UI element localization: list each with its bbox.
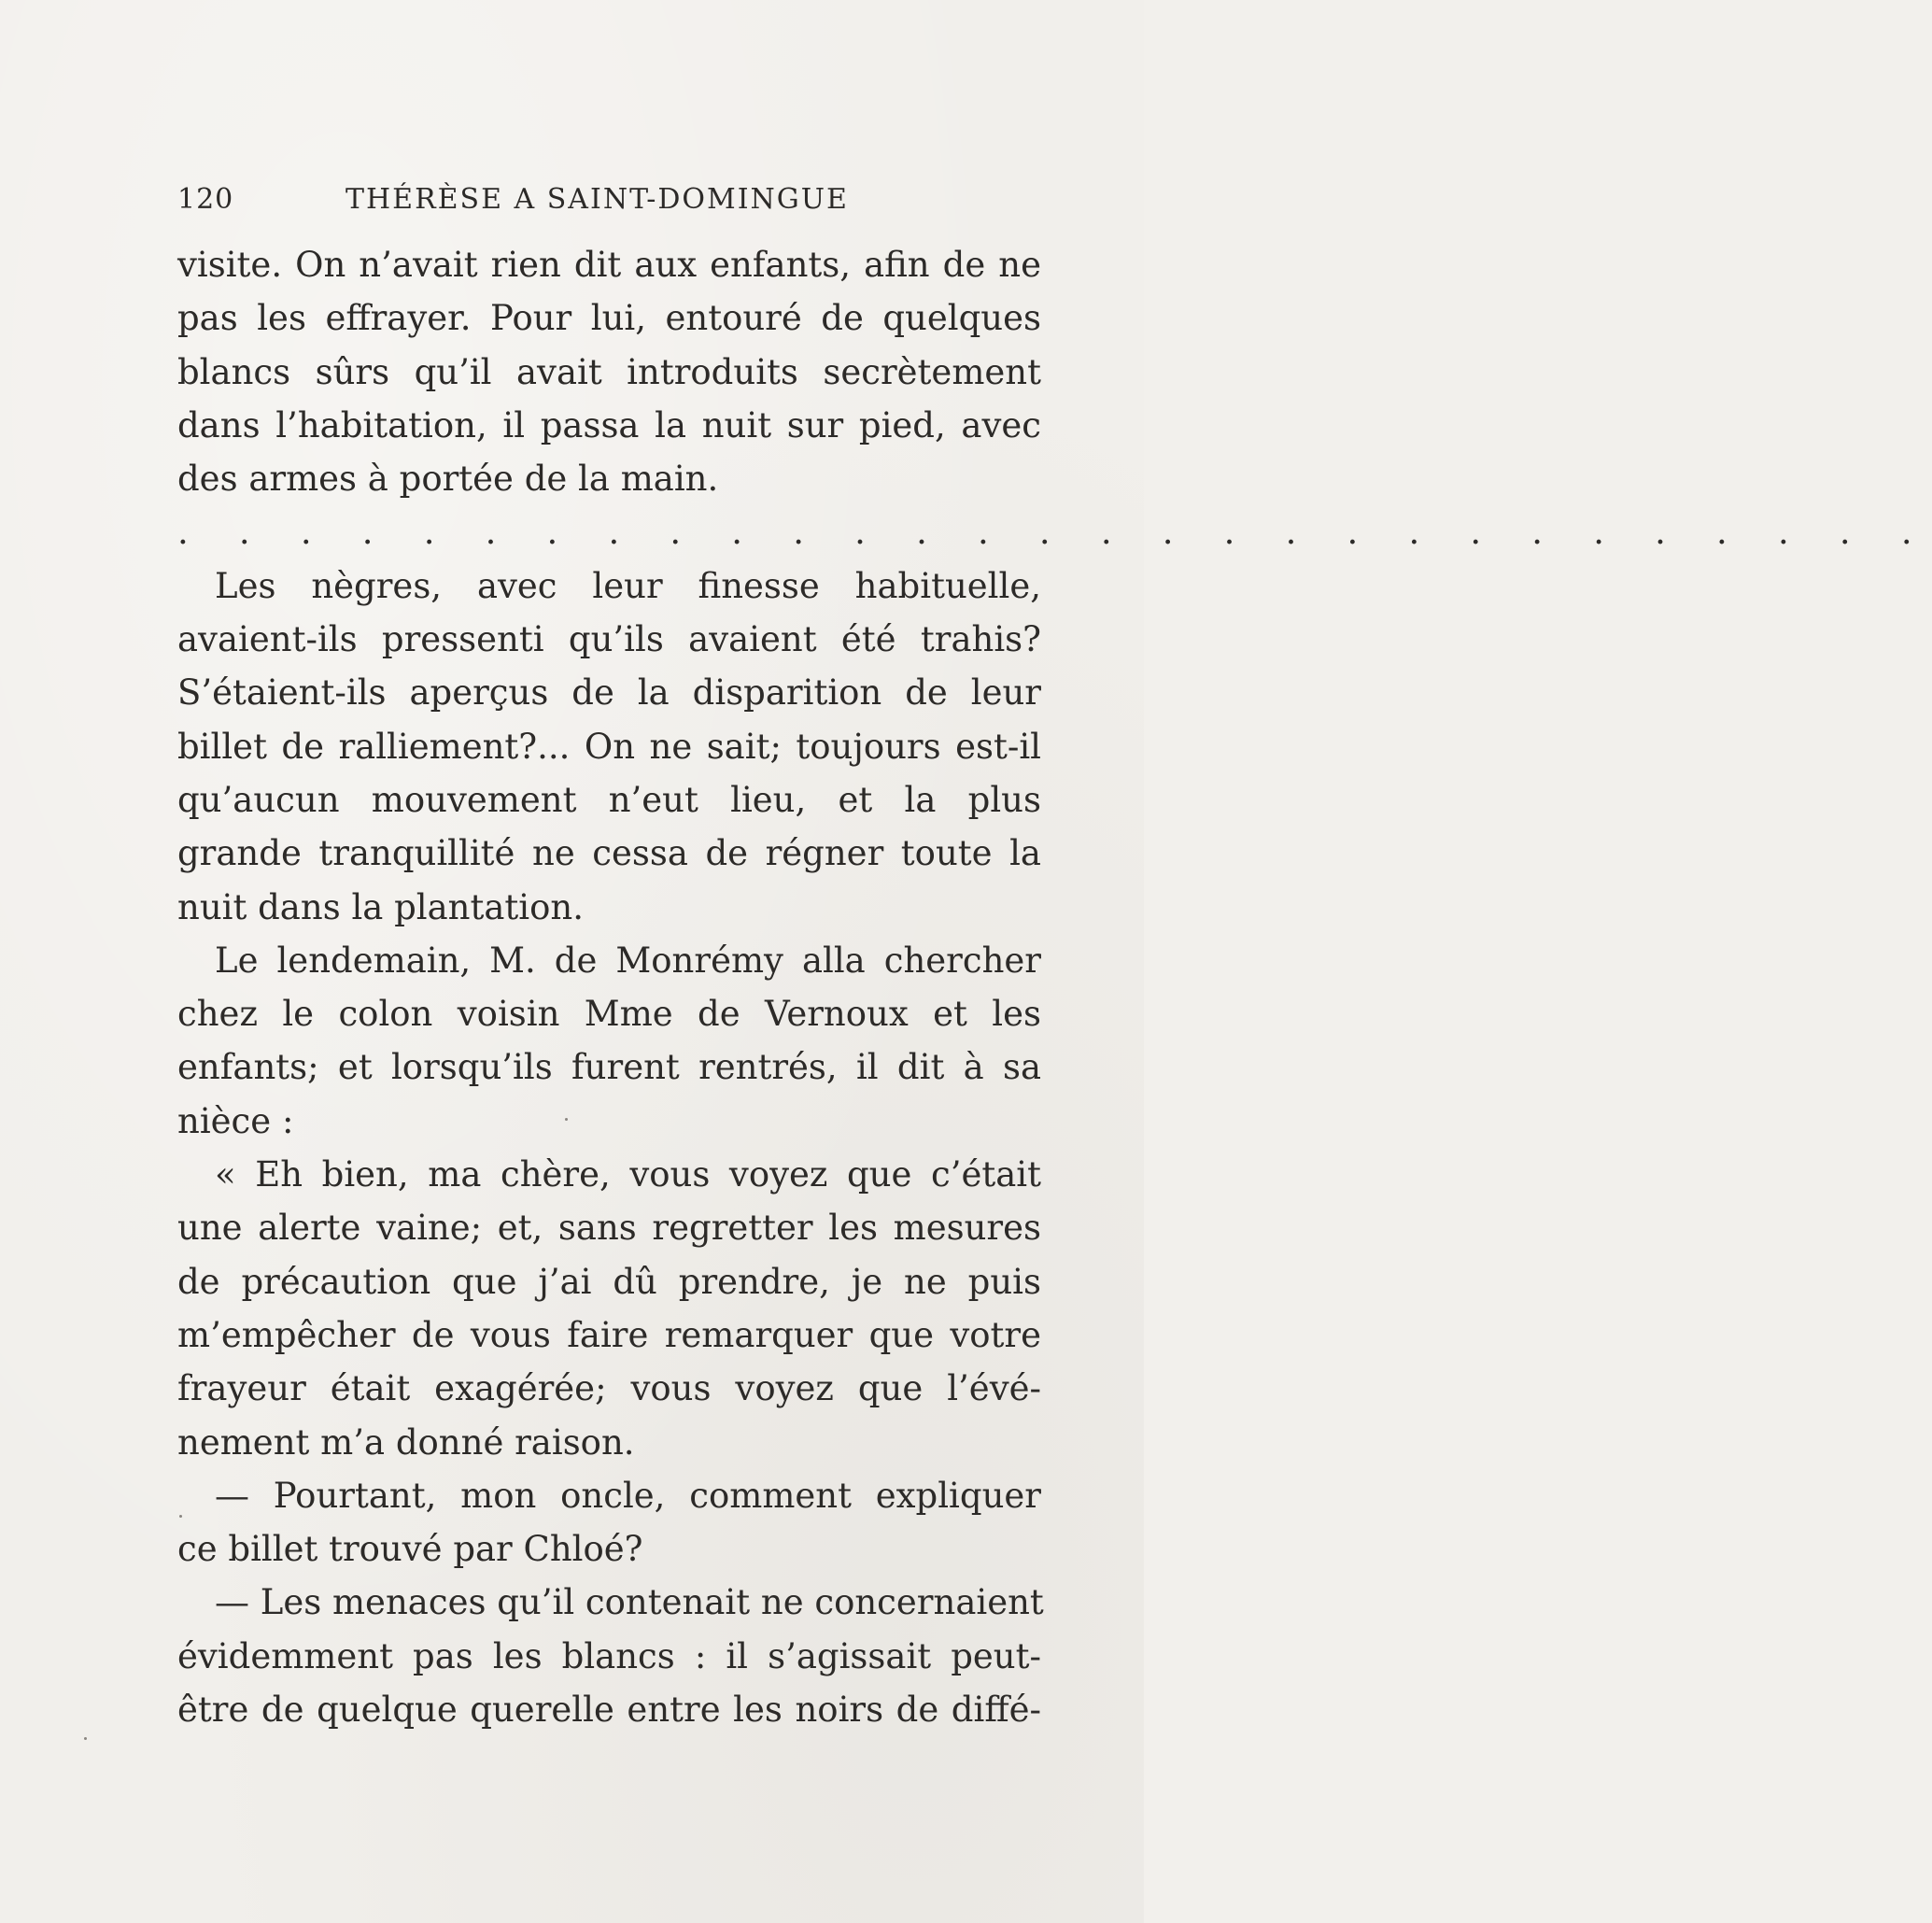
text-line: « Eh bien, ma chère, vous voyez que c’était (215, 1154, 1041, 1195)
body-text (177, 238, 1932, 1736)
paper-speck (179, 1515, 182, 1518)
text-line: — Pourtant, mon oncle, comment expliquer (215, 1475, 1041, 1516)
text-line: une alerte vaine; et, sans regretter les mesures (177, 1208, 1041, 1249)
text-line: billet de ralliement?... On ne sait; toujours est-il (177, 726, 1041, 767)
running-title: THÉRÈSE A SAINT-DOMINGUE (346, 183, 849, 216)
text-line: être de quelque querelle entre les noirs de diffé- (177, 1690, 1041, 1731)
text-line: dans l’habitation, il passa la nuit sur pied, avec (177, 404, 1041, 445)
text-line: blancs sûrs qu’il avait introduits secrètement (177, 351, 1041, 392)
text-line: grande tranquillité ne cessa de régner toute la (177, 833, 1041, 874)
text-line: pas les effrayer. Pour lui, entouré de quelques (177, 298, 1041, 339)
text-line: de précaution que j’ai dû prendre, je ne puis (177, 1261, 1041, 1302)
page-header (177, 183, 868, 230)
text-line: — Les menaces qu’il contenait ne concernaient (215, 1582, 1044, 1623)
text-line: évidemment pas les blancs : il s’agissait peut- (177, 1635, 1041, 1676)
text-line: chez le colon voisin Mme de Vernoux et les (177, 994, 1041, 1035)
text-line: visite. On n’avait rien dit aux enfants, afin de ne (177, 245, 1041, 285)
text-line: nuit dans la plantation. (177, 886, 585, 927)
text-line: enfants; et lorsqu’ils furent rentrés, il dit à sa (177, 1047, 1041, 1088)
text-line: nièce : (177, 1100, 294, 1141)
text-line: Le lendemain, M. de Monrémy alla chercher (215, 940, 1041, 981)
text-line: qu’aucun mouvement n’eut lieu, et la plus (177, 779, 1041, 820)
text-line: ce billet trouvé par Chloé? (177, 1529, 643, 1570)
text-line: S’étaient-ils aperçus de la disparition de leur (177, 672, 1041, 714)
page-number: 120 (177, 183, 234, 216)
text-line: nement m’a donné raison. (177, 1421, 635, 1463)
paper-speck (84, 1737, 87, 1740)
text-line: m’empêcher de vous faire remarquer que votre (177, 1314, 1041, 1355)
text-line: des armes à portée de la main. (177, 459, 719, 500)
section-break-dots: . . . . . . . . . . . . . . . . . . . . . . . . . . . . . (177, 512, 1932, 553)
paper-speck (565, 1118, 568, 1121)
text-line: Les nègres, avec leur finesse habituelle, (215, 565, 1041, 606)
text-line: frayeur était exagérée; vous voyez que l’évé- (177, 1368, 1041, 1409)
text-line: avaient-ils pressenti qu’ils avaient été trahis? (177, 619, 1041, 660)
